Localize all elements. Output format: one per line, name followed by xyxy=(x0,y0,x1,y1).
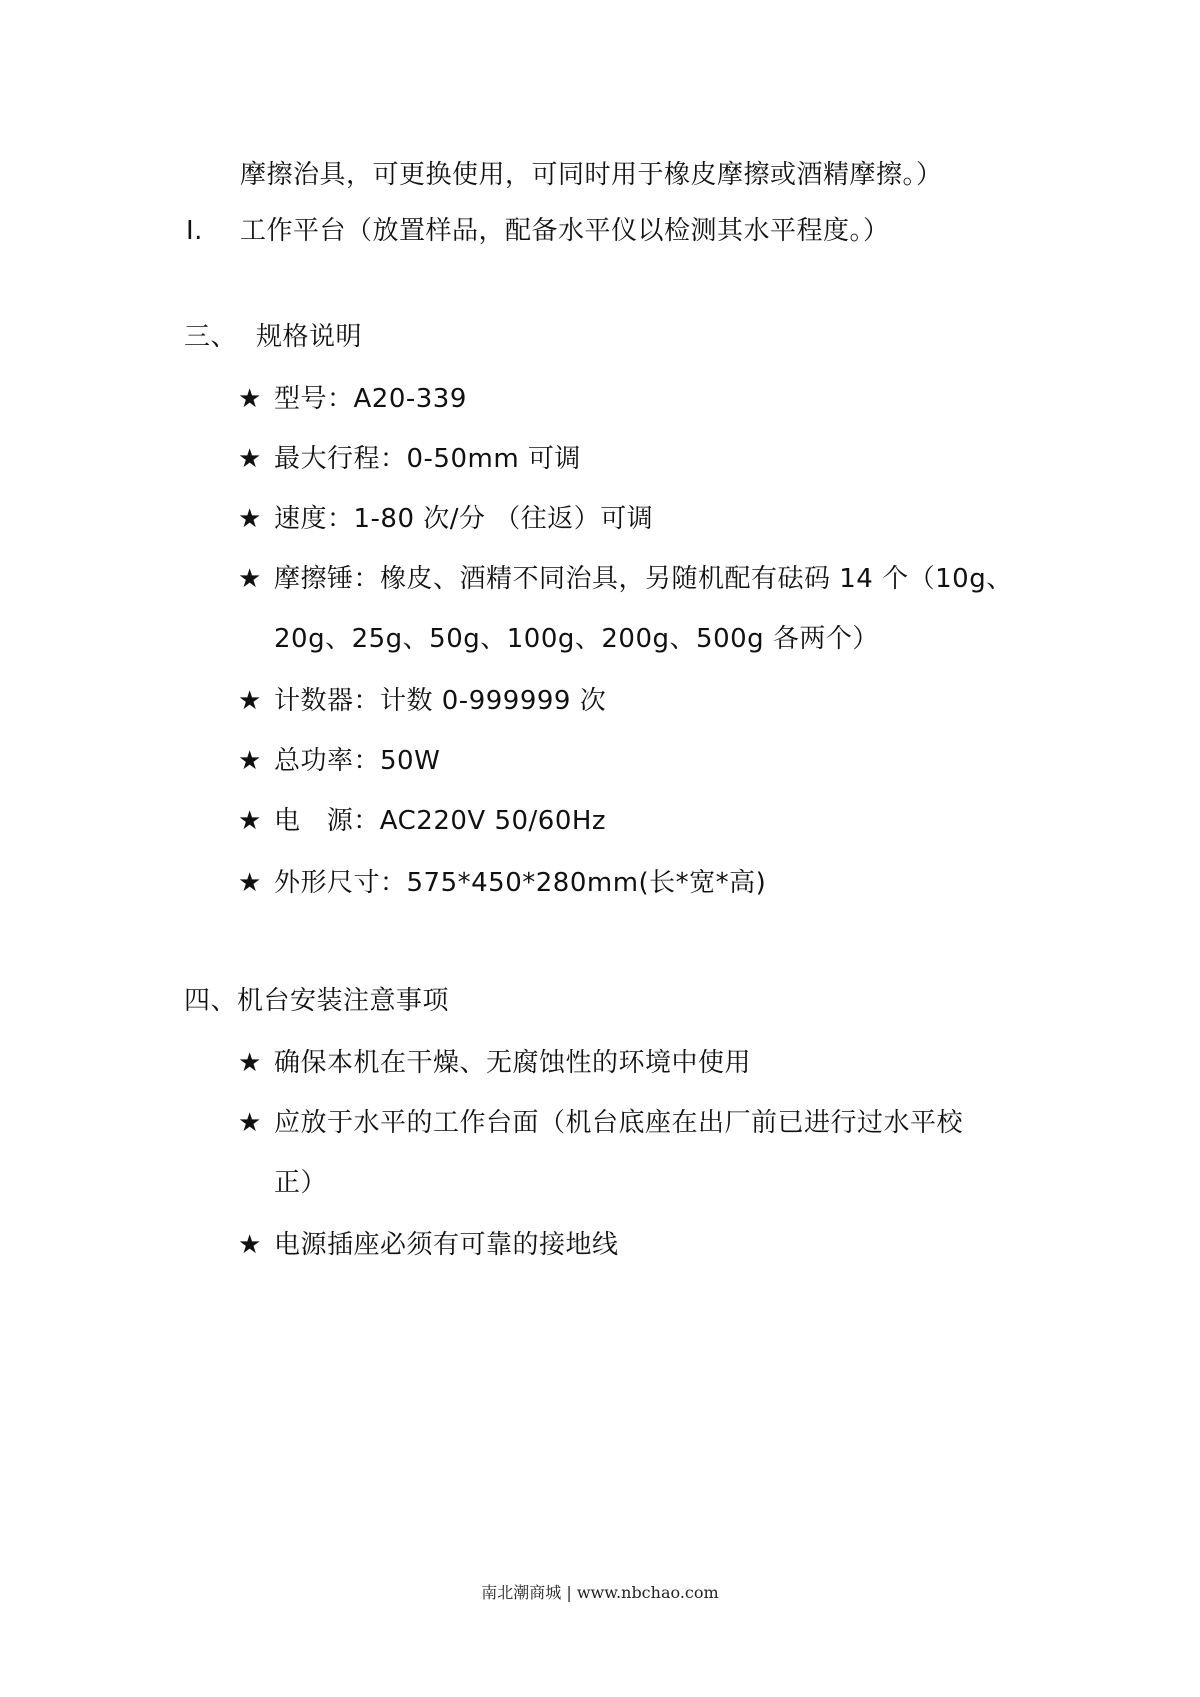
star-icon: ★ xyxy=(238,384,262,414)
star-icon: ★ xyxy=(238,868,262,898)
install-note-level-cont: 正） xyxy=(274,1168,328,1198)
star-icon: ★ xyxy=(238,686,262,716)
star-icon: ★ xyxy=(238,1108,262,1138)
spec-item-power: ★ 总功率：50W xyxy=(238,746,441,776)
star-icon: ★ xyxy=(238,1230,262,1260)
continuation-line: 摩擦治具，可更换使用，可同时用于橡皮摩擦或酒精摩擦。） xyxy=(240,160,943,190)
install-note-dry: ★ 确保本机在干燥、无腐蚀性的环境中使用 xyxy=(238,1048,752,1078)
item-I-marker: I. xyxy=(186,216,203,246)
spec-item-speed: ★ 速度：1-80 次/分 （往返）可调 xyxy=(238,504,654,534)
star-icon: ★ xyxy=(238,564,262,594)
star-icon: ★ xyxy=(238,1048,262,1078)
page-footer: 南北潮商城 | www.nbchao.com xyxy=(481,1583,719,1602)
spec-item-supply: ★ 电 源：AC220V 50/60Hz xyxy=(238,806,607,836)
install-note-ground: ★ 电源插座必须有可靠的接地线 xyxy=(238,1230,619,1260)
section4-title: 四、机台安装注意事项 xyxy=(184,986,450,1016)
star-icon: ★ xyxy=(238,746,262,776)
star-icon: ★ xyxy=(238,806,262,836)
section3-number: 三、 xyxy=(184,322,238,352)
section3-title: 规格说明 xyxy=(256,322,363,352)
spec-item-counter: ★ 计数器：计数 0-999999 次 xyxy=(238,686,607,716)
item-I-text: 工作平台（放置样品，配备水平仪以检测其水平程度。） xyxy=(240,216,890,246)
install-note-level: ★ 应放于水平的工作台面（机台底座在出厂前已进行过水平校 xyxy=(238,1108,964,1138)
spec-item-model: ★ 型号：A20-339 xyxy=(238,384,467,414)
spec-item-hammer-cont: 20g、25g、50g、100g、200g、500g 各两个） xyxy=(274,624,879,654)
spec-item-stroke: ★ 最大行程：0-50mm 可调 xyxy=(238,444,581,474)
spec-item-hammer: ★ 摩擦锤：橡皮、酒精不同治具，另随机配有砝码 14 个（10g、 xyxy=(238,564,1013,594)
star-icon: ★ xyxy=(238,504,262,534)
star-icon: ★ xyxy=(238,444,262,474)
spec-item-dimensions: ★ 外形尺寸：575*450*280mm(长*宽*高) xyxy=(238,868,767,898)
